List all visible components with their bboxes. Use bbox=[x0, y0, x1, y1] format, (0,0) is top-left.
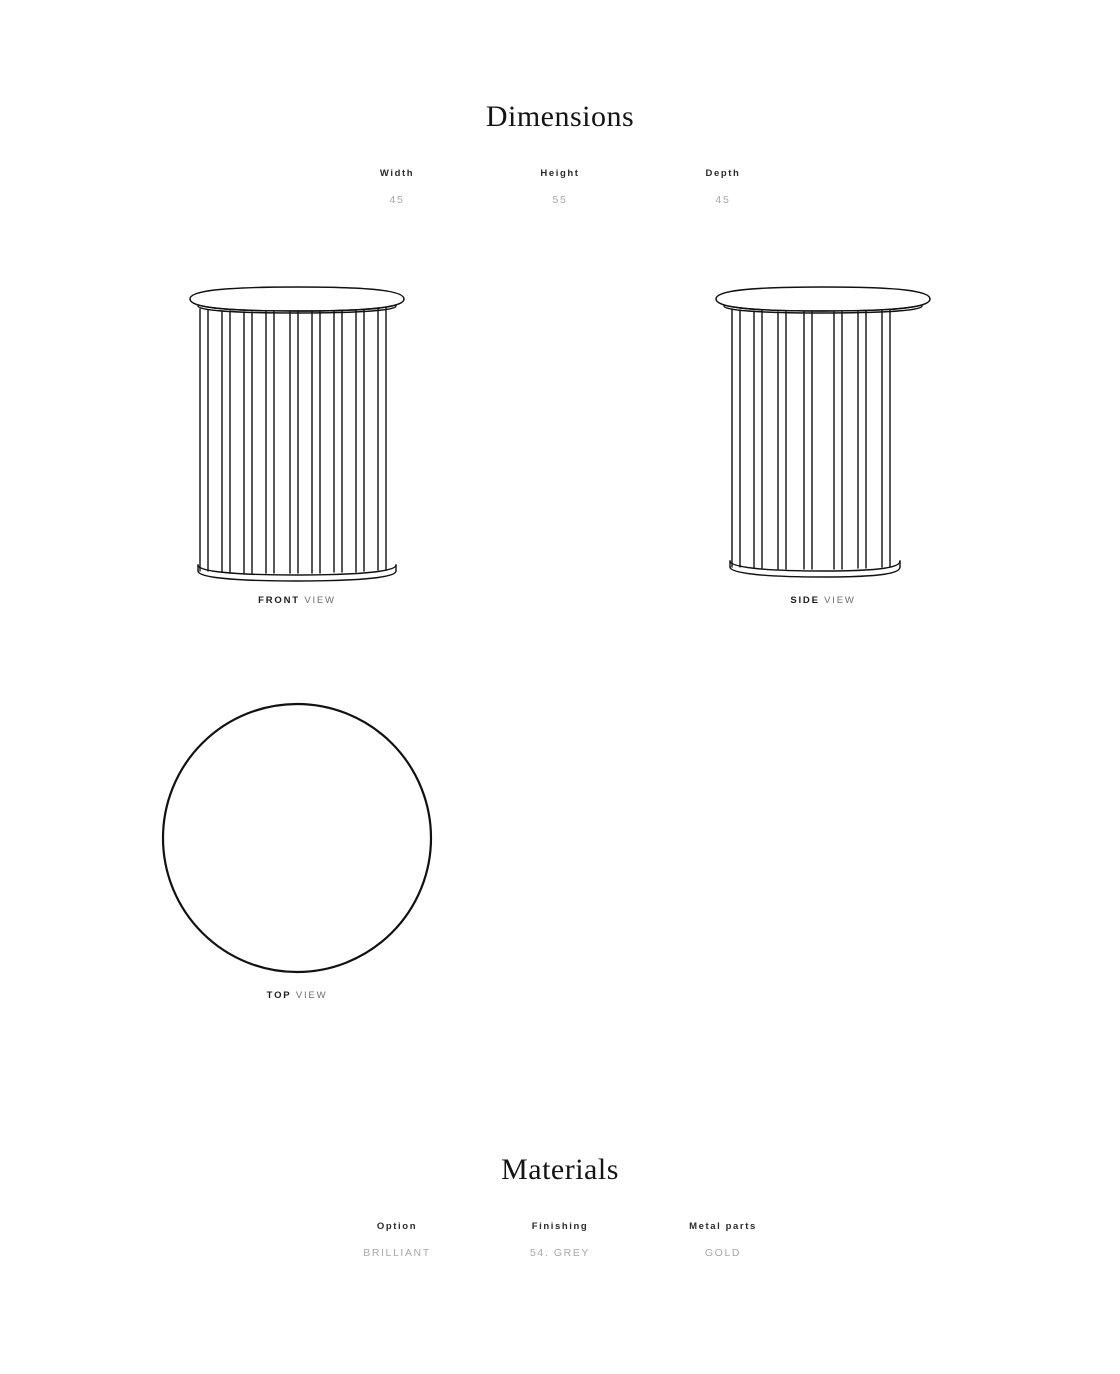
front-view-block bbox=[160, 285, 434, 606]
front-view-caption-strong: FRONT bbox=[258, 595, 300, 606]
side-view-caption-light: VIEW bbox=[824, 595, 856, 606]
materials-section-title: Materials bbox=[501, 1153, 619, 1187]
top-view-drawing bbox=[160, 700, 434, 980]
dimensions-spec-row bbox=[0, 168, 1120, 206]
top-view-block bbox=[160, 700, 434, 1001]
spec-depth-label: Depth bbox=[705, 168, 741, 179]
spec-height bbox=[479, 168, 642, 206]
top-view-caption-light: VIEW bbox=[295, 990, 328, 1001]
side-view-caption-strong: SIDE bbox=[790, 595, 820, 606]
front-view-caption bbox=[160, 595, 434, 606]
spec-finishing-label: Finishing bbox=[531, 1221, 589, 1232]
spec-option-label: Option bbox=[376, 1221, 418, 1232]
spec-option bbox=[316, 1221, 479, 1259]
top-view-caption bbox=[160, 990, 434, 1001]
dimensions-section-title: Dimensions bbox=[485, 100, 635, 134]
spec-depth-value: 45 bbox=[715, 194, 731, 206]
front-view-drawing bbox=[160, 285, 434, 585]
spec-metal-parts bbox=[642, 1221, 805, 1259]
side-view-drawing bbox=[686, 285, 960, 585]
spec-width-value: 45 bbox=[389, 194, 405, 206]
spec-finishing bbox=[479, 1221, 642, 1259]
spec-width-label: Width bbox=[379, 168, 415, 179]
materials-spec-row bbox=[0, 1221, 1120, 1259]
top-view-caption-strong: TOP bbox=[266, 990, 292, 1001]
side-view-caption bbox=[686, 595, 960, 606]
spec-depth bbox=[642, 168, 805, 206]
spec-height-value: 55 bbox=[552, 194, 568, 206]
spec-width bbox=[316, 168, 479, 206]
spec-finishing-value: 54. GREY bbox=[529, 1247, 591, 1259]
front-view-caption-light: VIEW bbox=[304, 595, 336, 606]
spec-metal-parts-value: GOLD bbox=[704, 1247, 742, 1259]
side-view-block bbox=[686, 285, 960, 606]
spec-height-label: Height bbox=[540, 168, 580, 179]
spec-metal-parts-label: Metal parts bbox=[689, 1221, 757, 1232]
spec-option-value: BRILLIANT bbox=[363, 1247, 431, 1259]
